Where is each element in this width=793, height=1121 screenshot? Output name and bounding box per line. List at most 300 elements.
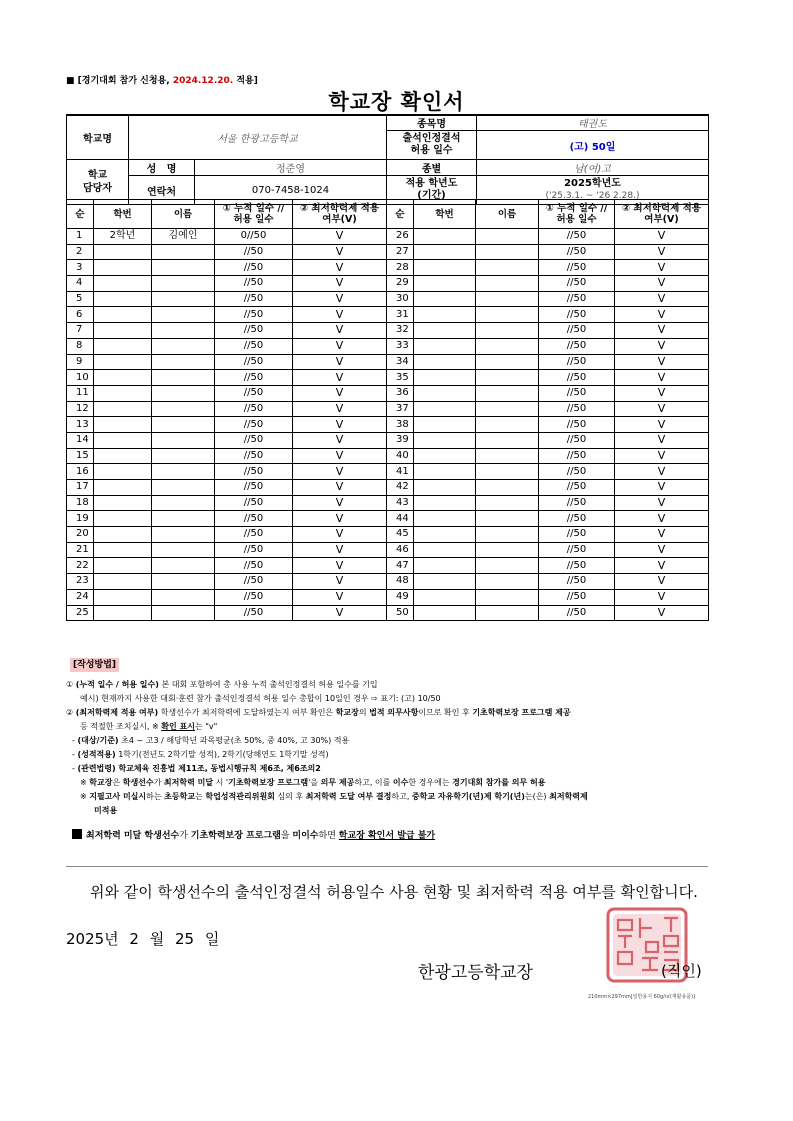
row-days[interactable]: //50 [539,323,615,339]
row-name[interactable] [476,260,539,276]
row-days[interactable]: //50 [215,307,293,323]
row-name[interactable] [476,432,539,448]
table-row [67,432,709,448]
row-name[interactable] [152,448,215,464]
row-grade[interactable] [94,511,152,527]
row-days[interactable]: //50 [215,401,293,417]
row-days[interactable]: //50 [215,574,293,590]
row-name[interactable] [152,291,215,307]
row-days[interactable]: //50 [539,432,615,448]
table-row [67,542,709,558]
header-col-min: ② 최저학력제 적용 여부(V) [615,200,709,229]
row-name[interactable] [152,558,215,574]
row-name[interactable] [476,448,539,464]
row-grade[interactable] [414,385,476,401]
row-name[interactable] [152,589,215,605]
row-name[interactable] [152,276,215,292]
row-name[interactable] [476,291,539,307]
row-mark: V [293,574,387,590]
row-days[interactable]: //50 [215,448,293,464]
row-no: 31 [387,307,414,323]
row-no: 19 [67,511,94,527]
row-mark: V [293,354,387,370]
instr-line: - (대상/기준) 초4 ~ 고3 / 해당학년 과목평균(초 50%, 중 40%, 고 30%) 적용 [72,736,350,745]
row-no: 41 [387,464,414,480]
table-row [67,605,709,621]
row-name[interactable] [152,542,215,558]
header-col-no: 순 [387,200,414,229]
table-row [67,401,709,417]
row-name[interactable] [476,542,539,558]
row-days[interactable]: //50 [215,417,293,433]
row-days[interactable]: //50 [215,511,293,527]
row-mark: V [615,605,709,621]
row-no: 14 [67,432,94,448]
allowed-days-label: 출석인정결석 허용 일수 [387,131,477,160]
row-mark: V [615,480,709,496]
school-label: 학교명 [67,115,129,160]
row-name[interactable] [476,323,539,339]
table-row [67,417,709,433]
row-no: 18 [67,495,94,511]
row-no: 43 [387,495,414,511]
row-grade[interactable] [414,558,476,574]
instr-line: ※ 지필고사 미실시하는 초등학교는 학업성적관리위원회 심의 후 최저학력 도달 여부 결정하고, 중학교 자유학기(년)제 학기(년)는(은) 최저학력제 [80,792,588,801]
row-grade[interactable] [414,495,476,511]
instr-line: 예시) 현재까지 사용한 대회·훈련 참가 출석인정결석 허용 일수 총합이 10일인 경우 ⇨ 표기: (고) 10/50 [80,694,441,703]
table-row [67,511,709,527]
row-mark: V [615,574,709,590]
row-no: 40 [387,448,414,464]
row-mark: V [293,589,387,605]
row-grade[interactable] [414,291,476,307]
row-mark: V [615,511,709,527]
row-no: 26 [387,229,414,245]
row-grade[interactable] [94,558,152,574]
row-mark: V [293,276,387,292]
row-days[interactable]: //50 [539,354,615,370]
sport-value: 태권도 [477,115,709,131]
row-name[interactable] [152,495,215,511]
row-name[interactable] [152,401,215,417]
row-no: 23 [67,574,94,590]
row-mark: V [615,291,709,307]
row-grade[interactable] [94,464,152,480]
row-days[interactable]: //50 [539,417,615,433]
row-name[interactable] [476,417,539,433]
row-mark: V [615,229,709,245]
name-label: 성 명 [129,160,195,176]
header-col-name: 이름 [152,200,215,229]
row-mark: V [615,338,709,354]
header-col-days: ① 누적 일수 // 허용 일수 [539,200,615,229]
header-col-days: ① 누적 일수 // 허용 일수 [215,200,293,229]
row-name[interactable] [476,589,539,605]
row-mark: V [615,589,709,605]
instr-line: - (관련법령) 학교체육 진흥법 제11조, 동법시행규칙 제6조, 제6조의2 [72,764,321,773]
school-value: 서울 한광고등학교 [129,115,387,160]
row-days[interactable]: //50 [539,542,615,558]
row-days[interactable]: //50 [215,464,293,480]
row-name[interactable] [152,527,215,543]
row-name[interactable] [152,260,215,276]
page-title: 학교장 확인서 [328,90,465,114]
row-grade[interactable]: 2학년 [94,229,152,245]
row-mark: V [293,385,387,401]
row-mark: V [615,417,709,433]
row-mark: V [615,542,709,558]
row-grade[interactable] [94,307,152,323]
row-mark: V [293,307,387,323]
row-days[interactable]: //50 [539,307,615,323]
row-name[interactable]: 김예인 [152,229,215,245]
row-no: 21 [67,542,94,558]
row-days[interactable]: //50 [539,605,615,621]
row-days[interactable]: //50 [215,558,293,574]
row-no: 48 [387,574,414,590]
row-mark: V [615,276,709,292]
row-grade[interactable] [94,370,152,386]
instr-line: ① (누적 일수 / 허용 일수) 본 대회 포함하여 총 사용 누적 출석인정결석 허용 일수를 기입 [66,680,378,689]
table-row [67,589,709,605]
row-mark: V [293,291,387,307]
principal-name: 한광고등학교장 [418,963,533,983]
row-name[interactable] [152,432,215,448]
row-grade[interactable] [414,511,476,527]
table-row [67,307,709,323]
row-mark: V [615,354,709,370]
row-name[interactable] [152,464,215,480]
row-mark: V [615,558,709,574]
row-grade[interactable] [414,338,476,354]
row-grade[interactable] [414,527,476,543]
row-days[interactable]: //50 [539,480,615,496]
row-name[interactable] [476,574,539,590]
row-mark: V [293,558,387,574]
row-mark: V [293,229,387,245]
row-name[interactable] [476,495,539,511]
table-row [67,338,709,354]
row-name[interactable] [152,244,215,260]
row-grade[interactable] [94,527,152,543]
table-row [67,448,709,464]
row-name[interactable] [152,385,215,401]
row-no: 13 [67,417,94,433]
row-days[interactable]: //50 [539,558,615,574]
header-col-grade: 학번 [94,200,152,229]
row-no: 20 [67,527,94,543]
row-mark: V [293,605,387,621]
row-days[interactable]: //50 [539,244,615,260]
row-name[interactable] [476,401,539,417]
row-grade[interactable] [414,401,476,417]
row-no: 16 [67,464,94,480]
row-days[interactable]: //50 [539,291,615,307]
row-no: 50 [387,605,414,621]
table-row [67,323,709,339]
row-no: 28 [387,260,414,276]
row-days[interactable]: //50 [539,229,615,245]
name-value: 정준영 [195,160,387,176]
row-grade[interactable] [94,323,152,339]
row-grade[interactable] [414,480,476,496]
row-grade[interactable] [414,589,476,605]
row-mark: V [293,527,387,543]
row-days[interactable]: //50 [215,370,293,386]
row-grade[interactable] [94,276,152,292]
row-no: 27 [387,244,414,260]
row-grade[interactable] [414,574,476,590]
instructions [66,658,716,843]
row-grade[interactable] [94,291,152,307]
row-days[interactable]: //50 [215,432,293,448]
row-mark: V [615,495,709,511]
row-days[interactable]: //50 [539,448,615,464]
row-days[interactable]: //50 [215,385,293,401]
sport-label: 종목명 [387,115,477,131]
row-mark: V [293,417,387,433]
table-row [67,558,709,574]
row-grade[interactable] [94,385,152,401]
row-grade[interactable] [414,276,476,292]
row-grade[interactable] [414,323,476,339]
table-row [67,276,709,292]
row-days[interactable]: //50 [215,338,293,354]
row-name[interactable] [152,354,215,370]
row-name[interactable] [476,307,539,323]
row-days[interactable]: //50 [215,354,293,370]
row-grade[interactable] [94,542,152,558]
row-grade[interactable] [414,370,476,386]
row-no: 12 [67,401,94,417]
row-days[interactable]: //50 [215,542,293,558]
row-grade[interactable] [414,464,476,480]
row-mark: V [293,401,387,417]
row-days[interactable]: //50 [539,338,615,354]
row-mark: V [293,464,387,480]
row-name[interactable] [476,338,539,354]
confirmation-text: 위와 같이 학생선수의 출석인정결석 허용일수 사용 현황 및 최저학력 적용 여부를 확인합니다. [90,883,698,901]
row-mark: V [293,260,387,276]
row-mark: V [293,244,387,260]
instr-line: - (성적적용) 1학기(전년도 2학기말 성적), 2학기(당해연도 1학기말 성적) [72,750,329,759]
row-days[interactable]: //50 [215,589,293,605]
row-no: 39 [387,432,414,448]
row-name[interactable] [476,370,539,386]
row-name[interactable] [476,558,539,574]
instr-line: 등 적절한 조치실시, ※ 확인 표시는 "v" [80,722,218,731]
row-grade[interactable] [94,401,152,417]
row-grade[interactable] [94,354,152,370]
row-name[interactable] [152,370,215,386]
row-mark: V [293,542,387,558]
row-no: 7 [67,323,94,339]
student-table [66,199,709,621]
row-days[interactable]: //50 [215,480,293,496]
row-days[interactable]: //50 [215,495,293,511]
category-value: 남(여)고 [477,160,709,176]
row-no: 6 [67,307,94,323]
warning-line: 최저학력 미달 학생선수가 기초학력보장 프로그램을 미이수하면 학교장 확인서 발급 불가 [72,828,716,843]
row-no: 33 [387,338,414,354]
row-name[interactable] [152,511,215,527]
contact-value: 070-7458-1024 [195,176,387,205]
row-days[interactable]: //50 [539,495,615,511]
row-no: 36 [387,385,414,401]
row-name[interactable] [476,276,539,292]
row-no: 8 [67,338,94,354]
row-name[interactable] [476,511,539,527]
row-days[interactable]: //50 [215,244,293,260]
instructions-title: [작성방법] [70,658,119,672]
row-name[interactable] [476,385,539,401]
row-grade[interactable] [94,260,152,276]
row-mark: V [293,370,387,386]
row-grade[interactable] [94,244,152,260]
row-name[interactable] [476,480,539,496]
row-no: 49 [387,589,414,605]
row-days[interactable]: //50 [539,385,615,401]
row-grade[interactable] [414,605,476,621]
row-no: 9 [67,354,94,370]
row-grade[interactable] [414,354,476,370]
table-row [67,574,709,590]
row-days[interactable]: //50 [539,464,615,480]
row-grade[interactable] [414,432,476,448]
row-name[interactable] [152,323,215,339]
row-grade[interactable] [94,605,152,621]
row-grade[interactable] [94,589,152,605]
row-no: 32 [387,323,414,339]
row-mark: V [615,244,709,260]
row-name[interactable] [152,307,215,323]
allowed-days-value: (고) 50일 [477,131,709,160]
row-days[interactable]: //50 [539,511,615,527]
row-no: 3 [67,260,94,276]
table-row [67,527,709,543]
row-grade[interactable] [414,244,476,260]
table-row [67,480,709,496]
row-grade[interactable] [414,229,476,245]
header-col-no: 순 [67,200,94,229]
row-name[interactable] [476,605,539,621]
row-days[interactable]: 0//50 [215,229,293,245]
table-row [67,385,709,401]
row-days[interactable]: //50 [215,260,293,276]
row-grade[interactable] [414,260,476,276]
table-header-row [67,200,709,229]
row-no: 35 [387,370,414,386]
row-no: 2 [67,244,94,260]
row-no: 42 [387,480,414,496]
row-no: 5 [67,291,94,307]
row-mark: V [293,511,387,527]
row-no: 15 [67,448,94,464]
row-no: 4 [67,276,94,292]
row-grade[interactable] [94,495,152,511]
row-mark: V [293,432,387,448]
row-mark: V [293,323,387,339]
row-no: 1 [67,229,94,245]
table-row [67,291,709,307]
row-no: 29 [387,276,414,292]
table-row [67,354,709,370]
header-col-name: 이름 [476,200,539,229]
header-col-min: ② 최저학력제 적용 여부(V) [293,200,387,229]
row-days[interactable]: //50 [539,370,615,386]
teacher-label: 학교 담당자 [67,160,129,205]
row-grade[interactable] [94,432,152,448]
row-grade[interactable] [94,448,152,464]
row-grade[interactable] [94,480,152,496]
row-grade[interactable] [414,448,476,464]
row-name[interactable] [476,527,539,543]
row-no: 11 [67,385,94,401]
row-no: 10 [67,370,94,386]
row-name[interactable] [152,605,215,621]
row-days[interactable]: //50 [215,527,293,543]
table-row [67,464,709,480]
contact-label: 연락처 [129,176,195,205]
table-row [67,229,709,245]
row-grade[interactable] [414,307,476,323]
school-info-table [66,114,709,205]
row-no: 24 [67,589,94,605]
row-name[interactable] [152,338,215,354]
row-name[interactable] [476,464,539,480]
row-grade[interactable] [414,417,476,433]
instr-line: 미적용 [94,806,118,815]
row-no: 25 [67,605,94,621]
paper-spec: 210mm×297mm[일반용지 60g/㎡(재활용품)] [588,994,696,1000]
row-days[interactable]: //50 [539,527,615,543]
row-mark: V [293,448,387,464]
row-name[interactable] [476,244,539,260]
row-grade[interactable] [414,542,476,558]
row-no: 22 [67,558,94,574]
row-days[interactable]: //50 [215,323,293,339]
seal-label: (직인) [661,962,702,980]
row-no: 47 [387,558,414,574]
row-grade[interactable] [94,574,152,590]
row-grade[interactable] [94,417,152,433]
row-days[interactable]: //50 [539,260,615,276]
header-col-grade: 학번 [414,200,476,229]
row-days[interactable]: //50 [215,605,293,621]
table-row [67,495,709,511]
row-grade[interactable] [94,338,152,354]
row-mark: V [615,370,709,386]
row-mark: V [615,385,709,401]
row-name[interactable] [152,480,215,496]
row-mark: V [293,495,387,511]
row-days[interactable]: //50 [539,401,615,417]
row-days[interactable]: //50 [539,574,615,590]
row-name[interactable] [476,354,539,370]
row-no: 17 [67,480,94,496]
row-name[interactable] [152,574,215,590]
row-name[interactable] [152,417,215,433]
row-mark: V [615,307,709,323]
row-days[interactable]: //50 [215,291,293,307]
row-mark: V [293,480,387,496]
row-name[interactable] [476,229,539,245]
row-days[interactable]: //50 [215,276,293,292]
instr-line: ※ 학교장은 학생선수가 최저학력 미달 시 '기초학력보장 프로그램'을 의무 제공하고, 이를 이수한 경우에는 경기대회 참가를 의무 허용 [80,778,546,787]
row-days[interactable]: //50 [539,276,615,292]
row-days[interactable]: //50 [539,589,615,605]
row-no: 44 [387,511,414,527]
